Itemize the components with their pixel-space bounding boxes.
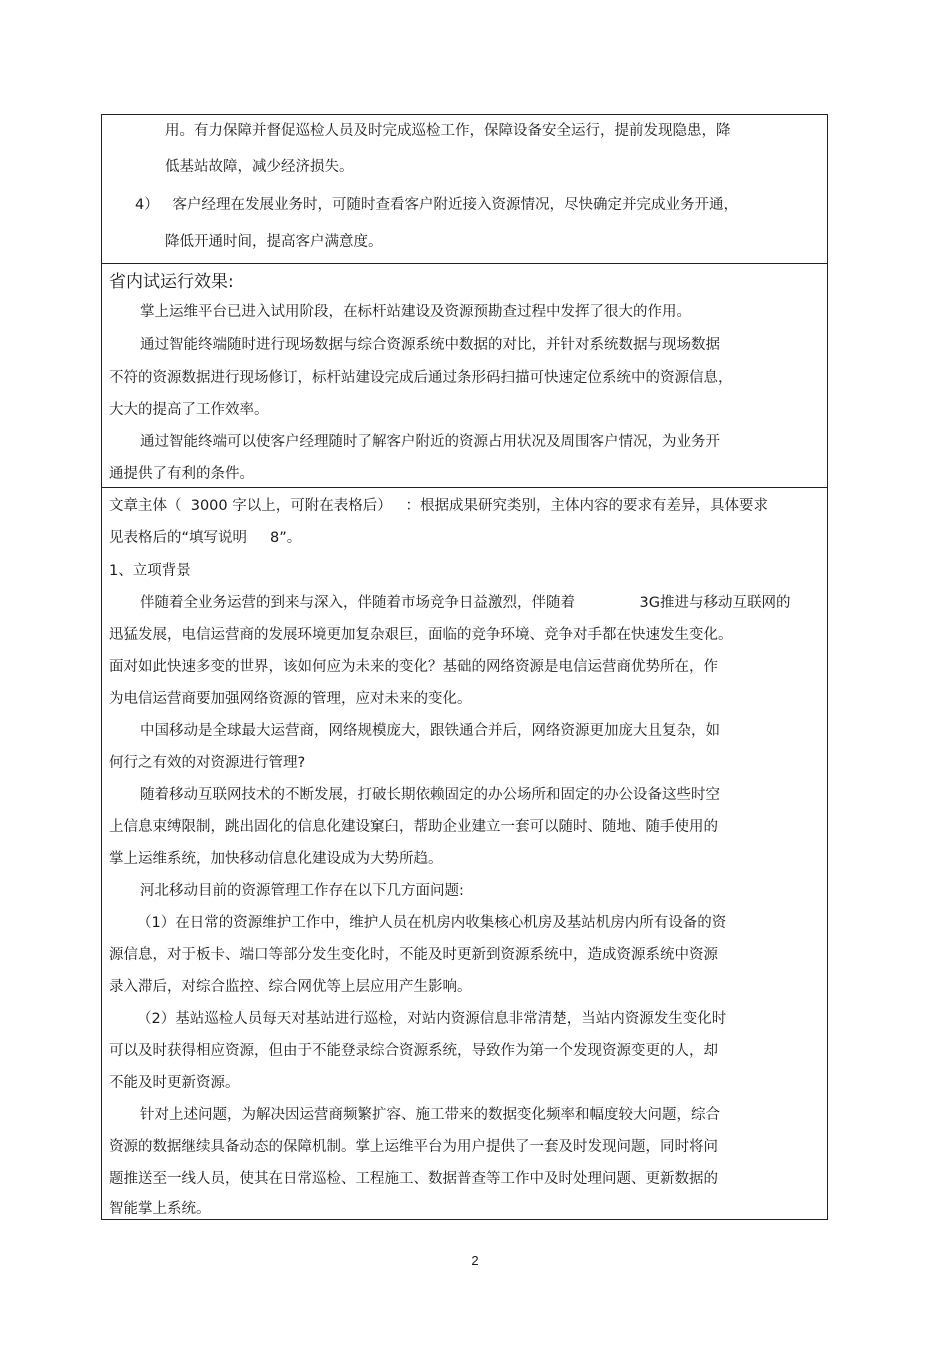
paragraph-line: 不符的资源数据进行现场修订，标杆站建设完成后通过条形码扫描可快速定位系统中的资源信息，	[109, 370, 733, 386]
paragraph-line: 河北移动目前的资源管理工作存在以下几方面问题:	[140, 883, 464, 899]
paragraph-line: 掌上运维系统，加快移动信息化建设成为大势所趋。	[109, 851, 443, 867]
paragraph-line: 可以及时获得相应资源，但由于不能登录综合资源系统，导致作为第一个发现资源变更的人，却	[109, 1043, 718, 1059]
paragraph-line: 针对上述问题，为解决因运营商频繁扩容、施工带来的数据变化频率和幅度较大问题，综合	[140, 1107, 720, 1123]
paragraph-line: 上信息束缚限制，跳出固化的信息化建设窠臼，帮助企业建立一套可以随时、随地、随手使用的	[109, 819, 718, 835]
paragraph-line: 大大的提高了工作效率。	[109, 402, 269, 418]
subheading: 1、立项背景	[109, 563, 191, 579]
paragraph-line: 掌上运维平台已进入试用阶段，在标杆站建设及资源预勘查过程中发挥了很大的作用。	[140, 304, 691, 320]
paragraph-line: 伴随着全业务运营的到来与深入，伴随着市场竞争日益激烈，伴随着 3G推进与移动互联网的	[140, 595, 791, 611]
paragraph-line: 智能掌上系统。	[109, 1201, 211, 1217]
paragraph-line: 何行之有效的对资源进行管理?	[109, 755, 306, 771]
paragraph-line: 源信息，对于板卡、端口等部分发生变化时，不能及时更新到资源系统中，造成资源系统中资源	[109, 947, 718, 963]
paragraph-line: 不能及时更新资源。	[109, 1075, 240, 1091]
paragraph-line: 通提供了有利的条件。	[109, 466, 254, 482]
paragraph-line: 题推送至一线人员，使其在日常巡检、工程施工、数据普查等工作中及时处理问题、更新数据的	[109, 1171, 718, 1187]
paragraph-line: 为电信运营商要加强网络资源的管理，应对未来的变化。	[109, 691, 472, 707]
instruction-line: 见表格后的“填写说明 8”。	[109, 530, 302, 546]
instruction-line: 文章主体（ 3000 字以上，可附在表格后） ：根据成果研究类别，主体内容的要求有差异，具体要求	[109, 498, 769, 514]
text-line: 降低开通时间，提高客户满意度。	[165, 234, 383, 250]
paragraph-line: 通过智能终端随时进行现场数据与综合资源系统中数据的对比，并针对系统数据与现场数据	[140, 337, 720, 353]
paragraph-line: 资源的数据继续具备动态的保障机制。掌上运维平台为用户提供了一套及时发现问题，同时将问	[109, 1139, 718, 1155]
table-divider	[101, 487, 828, 488]
page-number: 2	[471, 1253, 479, 1268]
paragraph-line: （1）在日常的资源维护工作中，维护人员在机房内收集核心机房及基站机房内所有设备的资	[137, 915, 727, 931]
paragraph-line: 随着移动互联网技术的不断发展，打破长期依赖固定的办公场所和固定的办公设备这些时空	[140, 787, 720, 803]
paragraph-line: 中国移动是全球最大运营商，网络规模庞大，跟铁通合并后，网络资源更加庞大且复杂，如	[140, 723, 720, 739]
paragraph-line: 录入滞后，对综合监控、综合网优等上层应用产生影响。	[109, 979, 472, 995]
text-line: 用。有力保障并督促巡检人员及时完成巡检工作，保障设备安全运行，提前发现隐患，降	[165, 123, 731, 139]
section-heading: 省内试运行效果:	[109, 272, 234, 292]
paragraph-line: 通过智能终端可以使客户经理随时了解客户附近的资源占用状况及周围客户情况，为业务开	[140, 434, 720, 450]
list-item-4: 4） 客户经理在发展业务时，可随时查看客户附近接入资源情况，尽快确定并完成业务开通，	[135, 197, 739, 213]
paragraph-line: 面对如此快速多变的世界，该如何应为未来的变化？基础的网络资源是电信运营商优势所在，作	[109, 659, 718, 675]
table-divider	[101, 263, 828, 264]
paragraph-line: 迅猛发展，电信运营商的发展环境更加复杂艰巨，面临的竞争环境、竞争对手都在快速发生变化。	[109, 627, 733, 643]
paragraph-line: （2）基站巡检人员每天对基站进行巡检，对站内资源信息非常清楚，当站内资源发生变化时	[137, 1011, 727, 1027]
text-line: 低基站故障，减少经济损失。	[165, 159, 354, 175]
